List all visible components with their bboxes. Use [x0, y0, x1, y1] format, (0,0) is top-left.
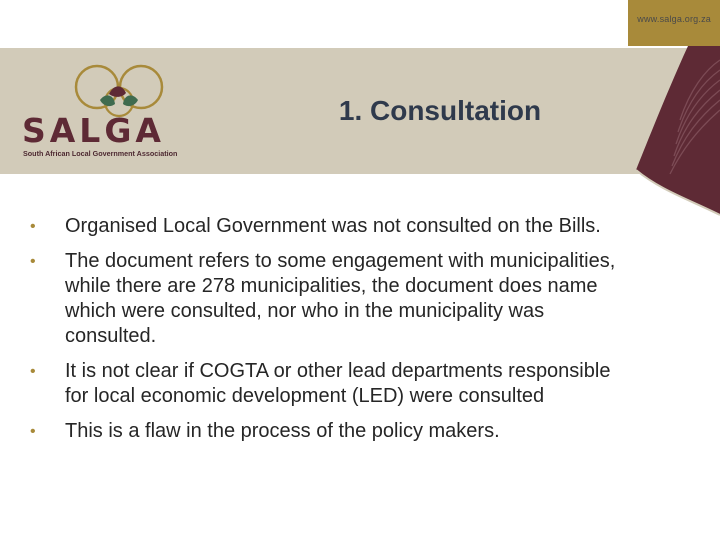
logo-wordmark: SALGA — [22, 111, 165, 150]
bullet-item — [30, 419, 630, 444]
bullet-text: Organised Local Government was not consulted on the Bills. — [65, 215, 601, 237]
bullet-dot-icon: • — [30, 423, 36, 440]
bullet-text: This is a flaw in the process of the policy makers. — [65, 420, 500, 442]
bullet-list — [30, 214, 630, 454]
website-url: www.salga.org.za — [637, 14, 711, 24]
bullet-dot-icon: • — [30, 253, 36, 270]
logo-tagline: South African Local Government Association — [23, 149, 178, 158]
bullet-item — [30, 214, 630, 239]
bullet-item — [30, 249, 630, 349]
bullet-item — [30, 359, 630, 409]
bullet-dot-icon: • — [30, 218, 36, 235]
bullet-dot-icon: • — [30, 363, 36, 380]
bullet-text: It is not clear if COGTA or other lead departments responsible for local economic development (LED) were consulted — [65, 360, 611, 407]
bullet-text: The document refers to some engagement with municipalities, while there are 278 municipalities, the document does name which were consulted, nor who in the municipality was consulted. — [65, 250, 616, 347]
slide-title: 1. Consultation — [338, 95, 542, 126]
